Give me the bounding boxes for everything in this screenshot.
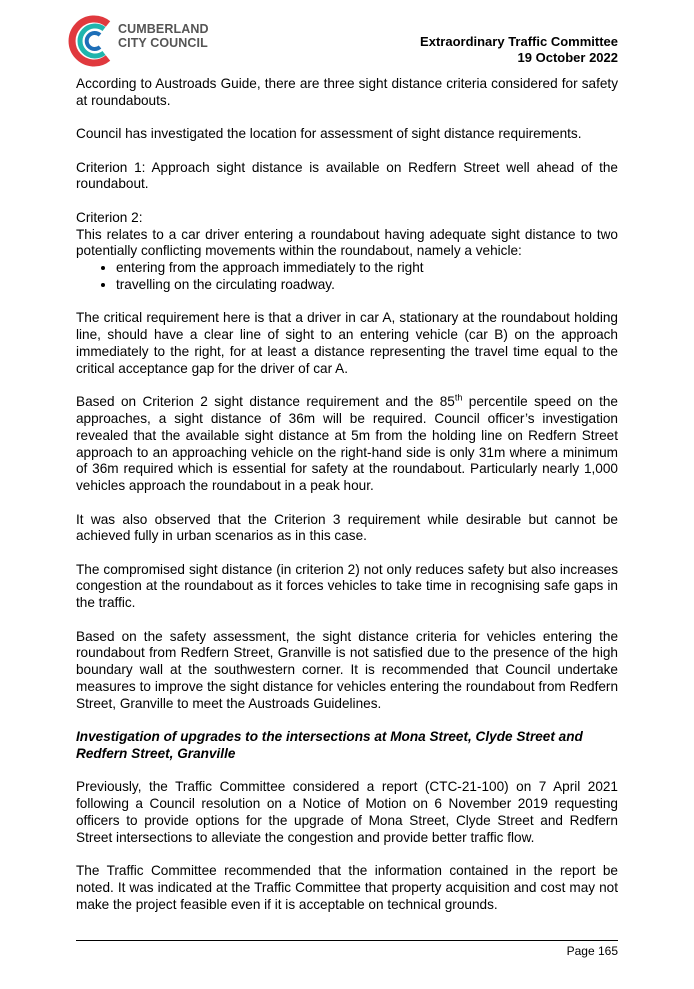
paragraph-4: This relates to a car driver entering a roundabout having adequate sight distance to two potentially conflicting movements within the roundabout, namely a vehicle: <box>76 226 618 259</box>
footer-divider <box>76 940 618 941</box>
list-item: • travelling on the circulating roadway. <box>116 277 618 294</box>
page-header <box>420 34 618 66</box>
section-heading: Investigation of upgrades to the intersections at Mona Street, Clyde Street and Redfern Street, Granville <box>76 729 583 762</box>
meeting-date: 19 October 2022 <box>517 50 618 65</box>
paragraph-1: According to Austroads Guide, there are three sight distance criteria considered for safety at roundabouts. <box>76 76 618 108</box>
paragraph-6-b: percentile speed on the approaches, a sight distance of 36m will be required. Council officer’s investigation revealed that the available sight distance at 5m from the holding line on Redfern Street approach to an approaching vehicle on the right-hand side is only 31m where a minimum of 36m required which is essential for safety at the roundabout. Particularly nearly 1,000 vehicles approach the roundabout in a peak hour. <box>76 394 618 494</box>
paragraph-3: Criterion 1: Approach sight distance is available on Redfern Street well ahead of the roundabout. <box>76 159 618 192</box>
document-body <box>76 76 618 930</box>
paragraph-6 <box>76 394 618 495</box>
paragraph-10: Previously, the Traffic Committee considered a report (CTC-21-100) on 7 April 2021 following a Council resolution on a Notice of Motion on 6 November 2019 requesting officers to provide options for the upgrade of Mona Street, Clyde Street and Redfern Street intersections to alleviate the congestion and provide better traffic flow. <box>76 779 618 845</box>
logo-wordmark <box>118 22 209 50</box>
ordinal-suffix: th <box>454 392 463 403</box>
council-logo-icon <box>66 14 118 68</box>
paragraph-7: It was also observed that the Criterion 3 requirement while desirable but cannot be achieved fully in urban scenarios as in this case. <box>76 511 618 544</box>
logo-line-1: CUMBERLAND <box>118 22 209 36</box>
paragraph-9: Based on the safety assessment, the sight distance criteria for vehicles entering the roundabout from Redfern Street, Granville is not satisfied due to the presence of the high boundary wall at the southwestern corner. It is recommended that Council undertake measures to improve the sight distance for vehicles entering the roundabout from Redfern Street, Granville to meet the Austroads Guidelines. <box>76 628 618 711</box>
bullet-list <box>76 260 618 294</box>
paragraph-5: The critical requirement here is that a driver in car A, stationary at the roundabout holding line, should have a clear line of sight to an entering vehicle (car B) on the approach immediately to the right, for at least a distance representing the travel time equal to the critical acceptance gap for the driver of car A. <box>76 310 618 376</box>
paragraph-8: The compromised sight distance (in criterion 2) not only reduces safety but also increases congestion at the roundabout as it forces vehicles to take time in recognising safe gaps in the traffic. <box>76 561 618 611</box>
paragraph-6-a: Based on Criterion 2 sight distance requirement and the 85 <box>76 394 455 410</box>
committee-title: Extraordinary Traffic Committee <box>420 34 618 49</box>
criterion-2-title: Criterion 2: <box>76 209 143 225</box>
page-number: Page 165 <box>566 944 618 958</box>
logo-line-2: CITY COUNCIL <box>118 36 208 50</box>
paragraph-2: Council has investigated the location for assessment of sight distance requirements. <box>76 126 582 142</box>
paragraph-11: The Traffic Committee recommended that the information contained in the report be noted. It was indicated at the Traffic Committee that property acquisition and cost may not make the project feasible even if it is acceptable on technical grounds. <box>76 863 618 912</box>
list-item: • entering from the approach immediately to the right <box>116 260 618 277</box>
